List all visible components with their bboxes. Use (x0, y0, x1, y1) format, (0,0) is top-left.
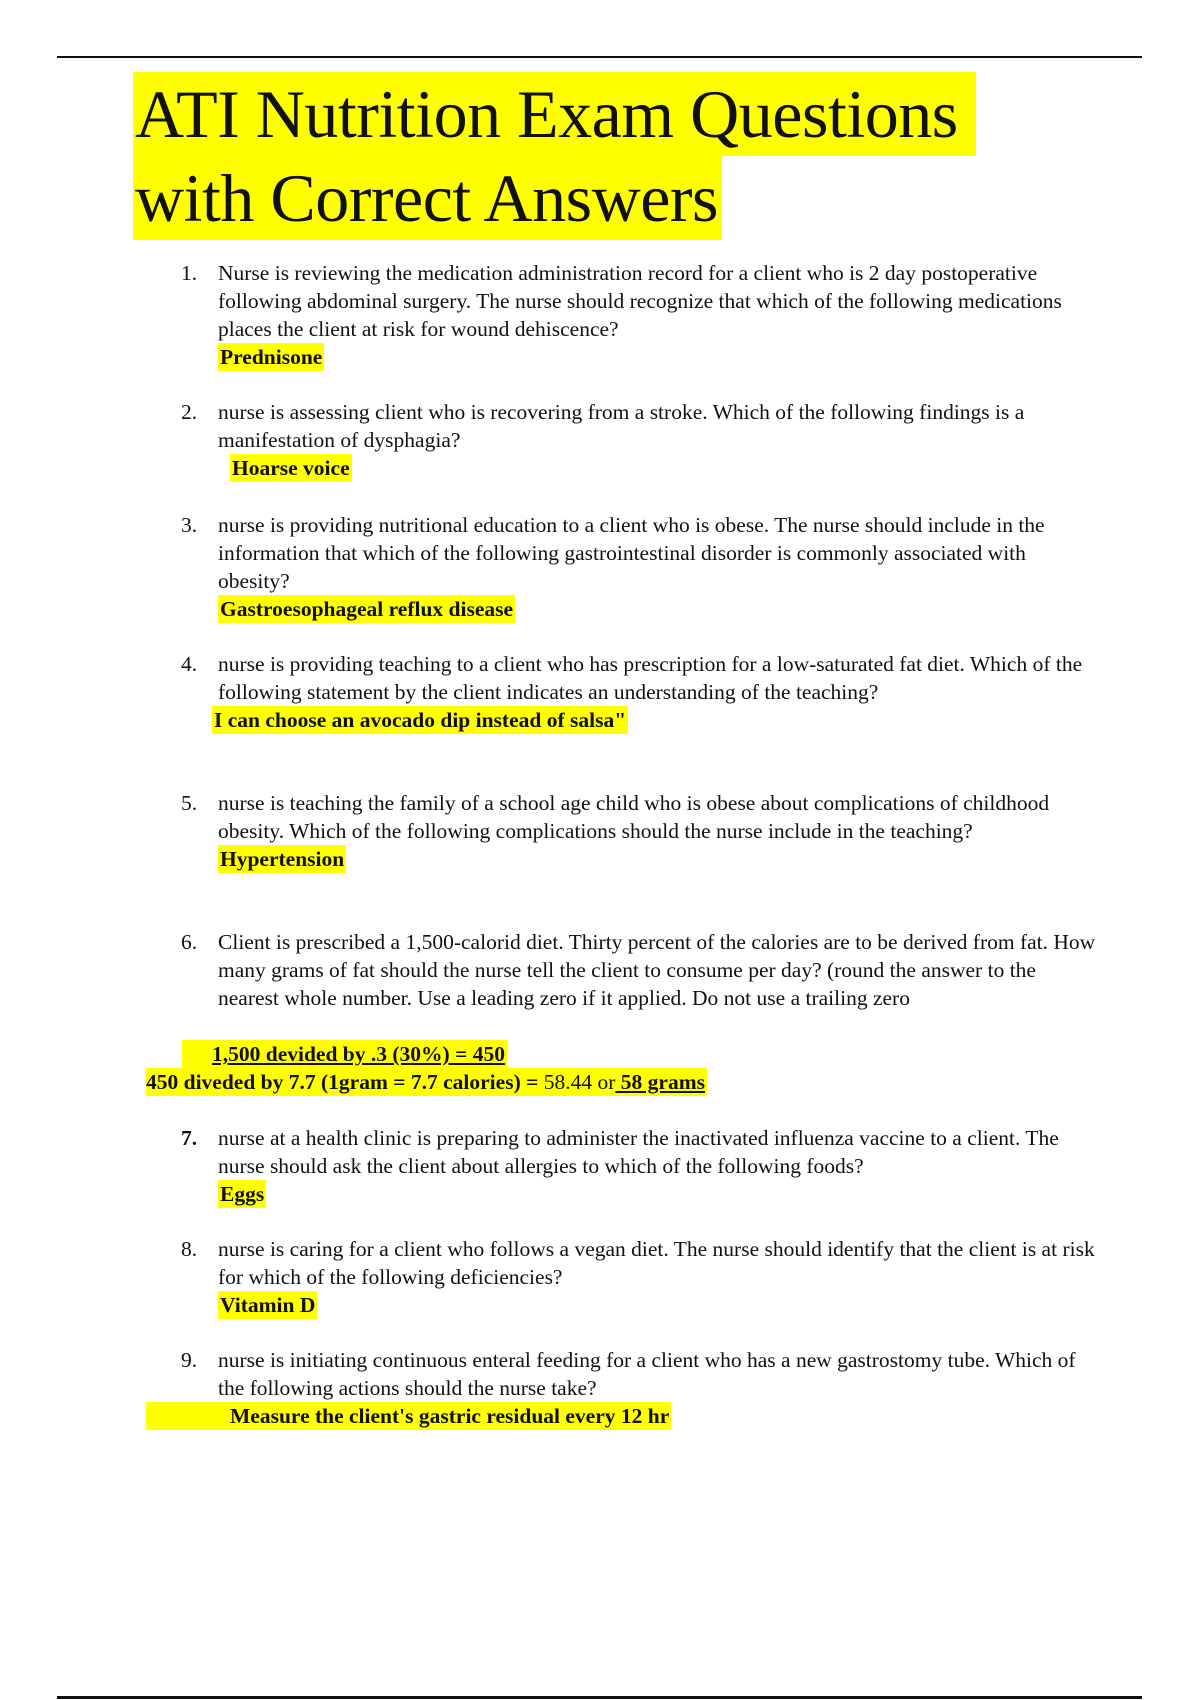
answer-highlight: I can choose an avocado dip instead of salsa" (214, 708, 627, 732)
answer-highlight: Hypertension (220, 847, 345, 871)
calculation-result: 58.44 or (543, 1070, 616, 1094)
question-number: 1. (181, 261, 198, 285)
question-4 (181, 650, 1101, 734)
title-line-1: ATI Nutrition Exam Questions (133, 72, 976, 156)
answer-text: Measure the client's gastric residual every 12 hr (230, 1404, 670, 1428)
question-number: 7. (181, 1126, 198, 1150)
question-text: nurse is initiating continuous enteral feeding for a client who has a new gastrostomy tube. Which of the following actions should the nurse take? (218, 1348, 1076, 1400)
question-number: 6. (181, 930, 198, 954)
question-text: nurse is teaching the family of a school age child who is obese about complications of childhood obesity. Which of the following complications should the nurse include in the teaching? (218, 791, 1050, 843)
question-number: 3. (181, 513, 198, 537)
final-answer: 58 grams (615, 1070, 705, 1094)
question-number: 2. (181, 400, 198, 424)
question-1 (181, 259, 1101, 371)
calculation-step-1: 1,500 devided by .3 (30%) = 450 (212, 1042, 505, 1066)
calculation-line-2 (146, 1068, 707, 1096)
question-number: 9. (181, 1348, 198, 1372)
question-6 (181, 928, 1101, 1012)
answer-highlight-9 (146, 1402, 671, 1430)
answer-highlight: Eggs (220, 1182, 265, 1206)
question-text: nurse is caring for a client who follows a vegan diet. The nurse should identify that the client is at risk for which of the following deficiencies? (218, 1237, 1095, 1289)
answer-highlight: Vitamin D (220, 1293, 316, 1317)
question-text: Nurse is reviewing the medication administration record for a client who is 2 day postoperative following abdominal surgery. The nurse should recognize that which of the following medications places the client at risk for wound dehiscence? (218, 261, 1062, 341)
question-number: 4. (181, 652, 198, 676)
calculation-step-2: 450 diveded by 7.7 (1gram = 7.7 calories) = (146, 1070, 544, 1094)
title-line-2: with Correct Answers (133, 156, 722, 240)
question-5 (181, 789, 1101, 873)
question-2 (181, 398, 1101, 482)
bottom-rule (57, 1696, 1142, 1699)
answer-highlight: Hoarse voice (232, 456, 350, 480)
question-number: 8. (181, 1237, 198, 1261)
question-7 (181, 1124, 1101, 1208)
question-text: Client is prescribed a 1,500-calorid diet. Thirty percent of the calories are to be derived from fat. How many grams of fat should the nurse tell the client to consume per day? (round the answer to the nearest whole number. Use a leading zero if it applied. Do not use a trailing zero (218, 930, 1096, 1010)
question-number: 5. (181, 791, 198, 815)
answer-highlight: Prednisone (220, 345, 323, 369)
calculation-line-1 (182, 1040, 507, 1068)
document-title (133, 72, 976, 240)
question-3 (181, 511, 1101, 623)
question-text: nurse is providing nutritional education to a client who is obese. The nurse should include in the information that which of the following gastrointestinal disorder is commonly associated with obesity? (218, 513, 1045, 593)
question-text: nurse is providing teaching to a client who has prescription for a low-saturated fat diet. Which of the following statement by the client indicates an understanding of the teaching? (218, 652, 1083, 704)
question-text: nurse is assessing client who is recovering from a stroke. Which of the following findings is a manifestation of dysphagia? (218, 400, 1025, 452)
question-text: nurse at a health clinic is preparing to administer the inactivated influenza vaccine to a client. The nurse should ask the client about allergies to which of the following foods? (218, 1126, 1059, 1178)
top-rule (57, 56, 1142, 58)
question-8 (181, 1235, 1101, 1319)
answer-highlight: Gastroesophageal reflux disease (220, 597, 514, 621)
question-9 (181, 1346, 1101, 1402)
